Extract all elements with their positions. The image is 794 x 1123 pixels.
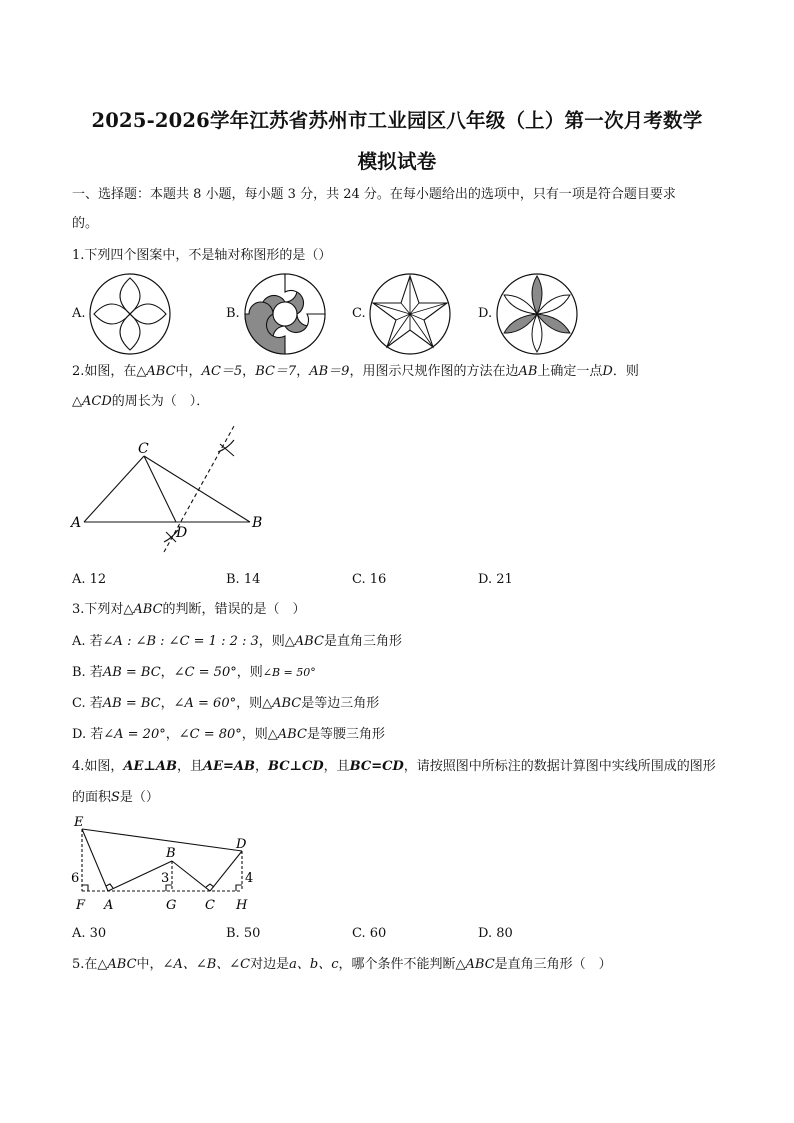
q3-option-c: C. 若AB = BC，∠A = 60°，则△ABC是等边三角形 — [72, 696, 380, 711]
q4-figure — [66, 815, 266, 915]
q1-figure-c — [368, 272, 452, 356]
q1-figure-b — [243, 272, 327, 356]
section-heading: 一、选择题：本题共 8 小题，每小题 3 分，共 24 分。在每小题给出的选项中，只有一项是符合题目要求 — [72, 187, 676, 202]
q1-stem: 1.下列四个图案中，不是轴对称图形的是（） — [72, 248, 332, 263]
q2-option-c: C. 16 — [352, 572, 387, 587]
q1-figure-a — [88, 272, 172, 356]
page-subtitle: 模拟试卷 — [357, 150, 437, 173]
q3-option-a: A. 若∠A : ∠B : ∠C = 1 : 2 : 3，则△ABC是直角三角形 — [72, 634, 402, 649]
q3-option-b: B. 若AB = BC，∠C = 50°，则∠B = 50° — [72, 665, 316, 680]
q4-label-c: C — [205, 898, 215, 913]
q2-label-d: D — [176, 525, 188, 541]
q1-option-d-label: D. — [478, 306, 493, 321]
q4-measure-6: 6 — [71, 871, 80, 886]
q2-label-c: C — [138, 441, 149, 457]
q3-option-d: D. 若∠A = 20°，∠C = 80°，则△ABC是等腰三角形 — [72, 727, 385, 742]
q4-measure-3: 3 — [161, 871, 170, 886]
q4-label-b: B — [166, 846, 176, 861]
q4-label-h: H — [236, 898, 248, 913]
q2-option-d: D. 21 — [478, 572, 513, 587]
q4-option-a: A. 30 — [72, 926, 107, 941]
q4-label-a: A — [104, 898, 114, 913]
q1-figure-d — [495, 272, 579, 356]
q2-option-a: A. 12 — [72, 572, 107, 587]
q2-option-b: B. 14 — [226, 572, 261, 587]
q1-option-b-label: B. — [226, 306, 240, 321]
q2-figure — [68, 422, 268, 562]
q4-measure-4: 4 — [245, 871, 254, 886]
q4-stem: 4.如图，AE⊥AB，且AE=AB，BC⊥CD，且BC=CD，请按照图中所标注的数据计算图中实线所围成的图形 — [72, 759, 716, 774]
q2-stem-line2: △ACD的周长为（ ）． — [72, 394, 210, 409]
q4-label-d: D — [236, 837, 247, 852]
q4-option-b: B. 50 — [226, 926, 261, 941]
q2-label-a: A — [71, 515, 82, 531]
page-title: 2025-2026学年江苏省苏州市工业园区八年级（上）第一次月考数学 — [91, 109, 703, 132]
section-heading-cont: 的。 — [72, 216, 99, 231]
q4-option-d: D. 80 — [478, 926, 513, 941]
q3-stem: 3.下列对△ABC的判断，错误的是（ ） — [72, 602, 306, 617]
q5-stem: 5.在△ABC中，∠A、∠B、∠C对边是a、b、c，哪个条件不能判断△ABC是直角三角形（ ） — [72, 957, 612, 972]
q1-option-a-label: A. — [72, 306, 86, 321]
q4-label-e: E — [74, 815, 84, 830]
q4-label-g: G — [166, 898, 177, 913]
q1-option-c-label: C. — [352, 306, 366, 321]
q2-stem: 2.如图，在△ABC中，AC＝5，BC＝7，AB＝9，用图示尺规作图的方法在边AB上确定一点D．则 — [72, 364, 639, 379]
q4-label-f: F — [76, 898, 86, 913]
q4-option-c: C. 60 — [352, 926, 387, 941]
q2-label-b: B — [252, 515, 263, 531]
q4-stem-line2: 的面积S是（） — [72, 790, 159, 805]
